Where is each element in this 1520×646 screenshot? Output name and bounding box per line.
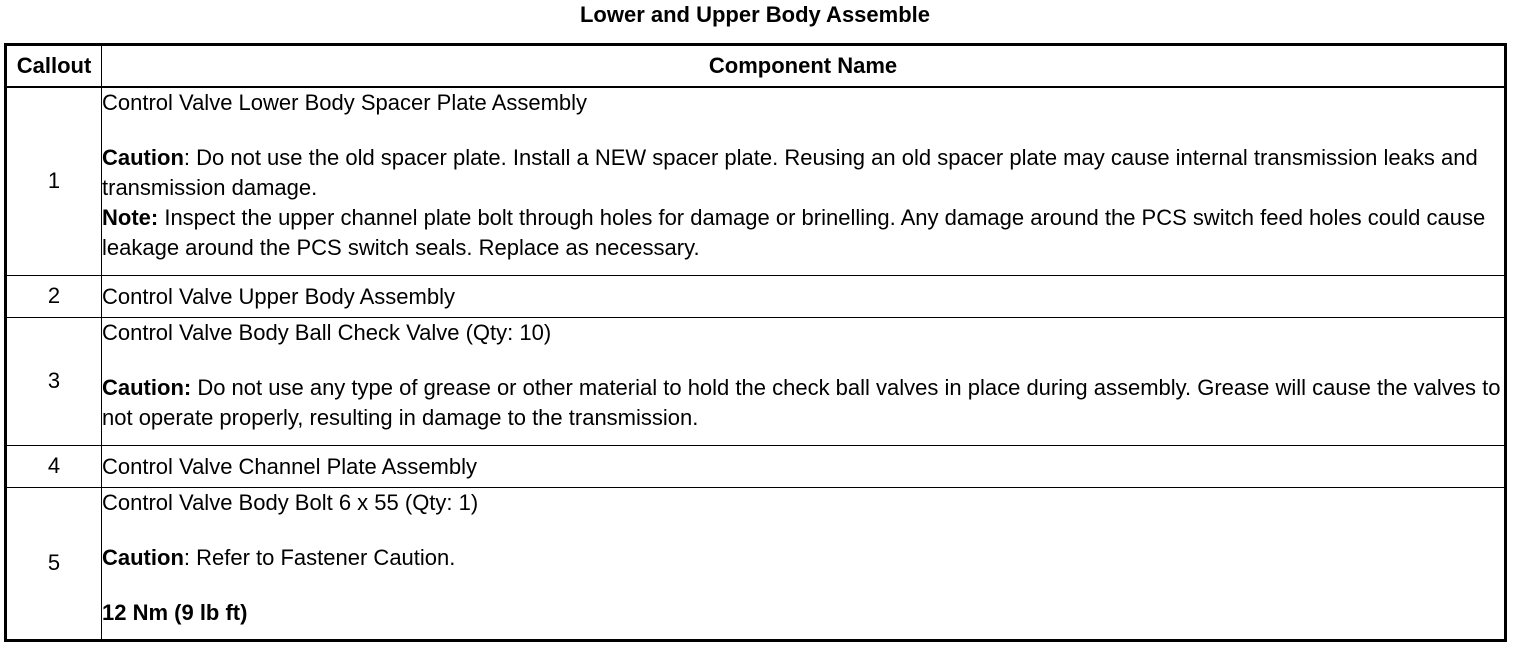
- spacer: [102, 348, 1504, 373]
- spacer: [102, 573, 1504, 598]
- component-name: Control Valve Lower Body Spacer Plate Assembly: [102, 90, 588, 115]
- note-text: [102, 203, 1504, 263]
- component-name: Control Valve Channel Plate Assembly: [102, 453, 478, 479]
- table-row: [6, 487, 1506, 640]
- callout-number: 4: [6, 445, 102, 487]
- callout-number: 2: [6, 275, 102, 317]
- callout-number: 5: [6, 487, 102, 640]
- table-row: [6, 317, 1506, 445]
- component-name-cell: [102, 87, 1506, 275]
- caution-label: Caution: [102, 544, 184, 570]
- caution-text: [102, 373, 1504, 433]
- spacer: [102, 118, 1504, 143]
- caution-colon: :: [183, 145, 191, 170]
- component-name-cell: [102, 317, 1506, 445]
- component-name-column-header: Component Name: [102, 45, 1506, 88]
- component-name: Control Valve Body Ball Check Valve (Qty: 10): [102, 319, 552, 345]
- callout-column-header: Callout: [6, 45, 102, 88]
- note-label: Note:: [102, 205, 159, 230]
- component-name-cell: [102, 275, 1506, 317]
- caution-body: Refer to Fastener Caution.: [190, 544, 456, 570]
- table-header-row: [6, 45, 1506, 88]
- table-row: [6, 275, 1506, 317]
- caution-text: [102, 143, 1504, 203]
- note-body: Inspect the upper channel plate bolt through holes for damage or brinelling. Any damage around the PCS switch feed holes could cause leakage around the PCS switch seals. Replace as necessary.: [102, 205, 1486, 260]
- caution-label: Caution: [102, 145, 184, 170]
- table-row: [6, 87, 1506, 275]
- spacer: [102, 518, 1504, 543]
- component-name-cell: [102, 487, 1506, 640]
- component-name-cell: [102, 445, 1506, 487]
- callout-number: 3: [6, 317, 102, 445]
- component-name: Control Valve Body Bolt 6 x 55 (Qty: 1): [102, 489, 479, 515]
- component-name: Control Valve Upper Body Assembly: [102, 283, 455, 309]
- page-title: Lower and Upper Body Assemble: [579, 2, 931, 27]
- caution-colon: :: [183, 544, 191, 570]
- table-row: [6, 445, 1506, 487]
- caution-label: Caution:: [102, 374, 192, 400]
- caution-body: Do not use the old spacer plate. Install a NEW spacer plate. Reusing an old spacer plate may cause internal transmission leaks and transmission damage.: [102, 145, 1478, 200]
- callout-number: 1: [6, 87, 102, 275]
- torque-spec: 12 Nm (9 lb ft): [102, 599, 248, 625]
- caution-body: Do not use any type of grease or other material to hold the check ball valves in place during assembly. Grease will cause the valves to not operate properly, resulting in damage to the transmission.: [102, 374, 1501, 430]
- caution-text: [102, 543, 1504, 573]
- parts-table: [4, 43, 1507, 642]
